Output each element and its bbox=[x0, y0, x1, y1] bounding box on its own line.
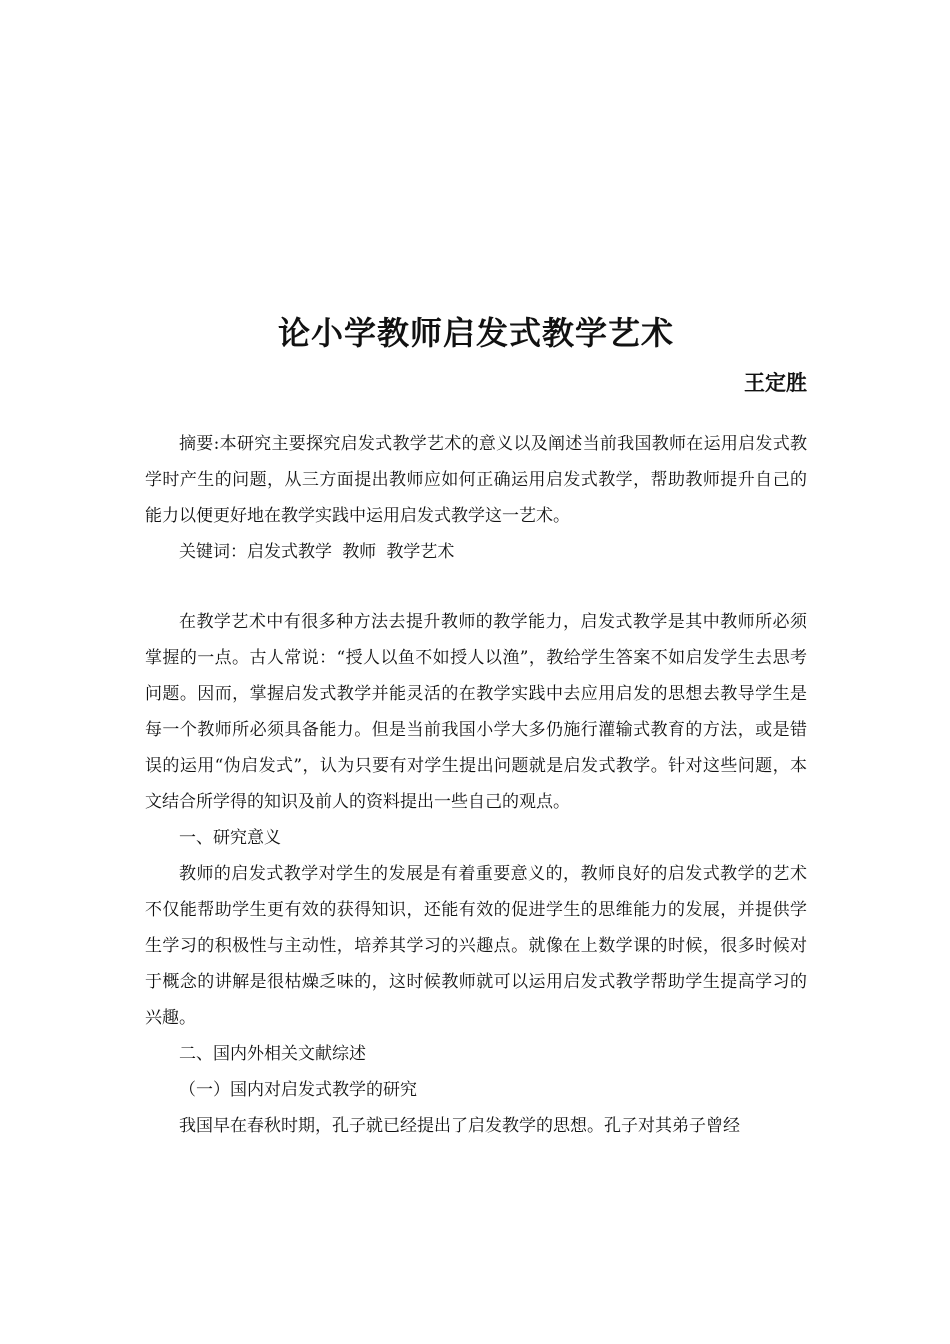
paper-title: 论小学教师启发式教学艺术 bbox=[277, 314, 674, 352]
main-body bbox=[145, 604, 807, 1144]
abstract-block bbox=[145, 426, 807, 570]
keywords-line bbox=[145, 534, 807, 570]
section-heading-1: 一、研究意义 bbox=[179, 828, 281, 848]
keywords-label: 关键词： bbox=[179, 542, 247, 562]
intro-paragraph: 在教学艺术中有很多种方法去提升教师的教学能力，启发式教学是其中教师所必须掌握的一点。古人常说：“授人以鱼不如授人以渔”，教给学生答案不如启发学生去思考问题。因而，掌握启发式教学并能灵活的在教学实践中去应用启发的思想去教导学生是每一个教师所必须具备能力。但是当前我国小学大多仍施行灌输式教育的方法，或是错误的运用“伪启发式”，认为只要有对学生提出问题就是启发式教学。针对这些问题，本文结合所学得的知识及前人的资料提出一些自己的观点。 bbox=[145, 612, 807, 812]
section-heading-2: 二、国内外相关文献综述 bbox=[179, 1044, 366, 1064]
author-name: 王定胜 bbox=[744, 371, 807, 395]
document-page bbox=[145, 0, 807, 1344]
keyword-item: 教学艺术 bbox=[386, 542, 455, 562]
abstract-paragraph bbox=[145, 426, 807, 534]
abstract-text: 本研究主要探究启发式教学艺术的意义以及阐述当前我国教师在运用启发式教学时产生的问题，从三方面提出教师应如何正确运用启发式教学，帮助教师提升自己的能力以便更好地在教学实践中运用启发式教学这一艺术。 bbox=[145, 434, 808, 526]
subsection-heading-1: （一）国内对启发式教学的研究 bbox=[179, 1080, 417, 1100]
keyword-item: 启发式教学 bbox=[247, 542, 332, 562]
abstract-label: 摘要: bbox=[179, 434, 220, 454]
keyword-item: 教师 bbox=[342, 542, 377, 562]
subsection-paragraph-1: 我国早在春秋时期，孔子就已经提出了启发教学的思想。孔子对其弟子曾经 bbox=[179, 1116, 740, 1136]
section-paragraph-1: 教师的启发式教学对学生的发展是有着重要意义的，教师良好的启发式教学的艺术不仅能帮助学生更有效的获得知识，还能有效的促进学生的思维能力的发展，并提供学生学习的积极性与主动性，培养其学习的兴趣点。就像在上数学课的时候，很多时候对于概念的讲解是很枯燥乏味的，这时候教师就可以运用启发式教学帮助学生提高学习的兴趣。 bbox=[145, 864, 807, 1028]
